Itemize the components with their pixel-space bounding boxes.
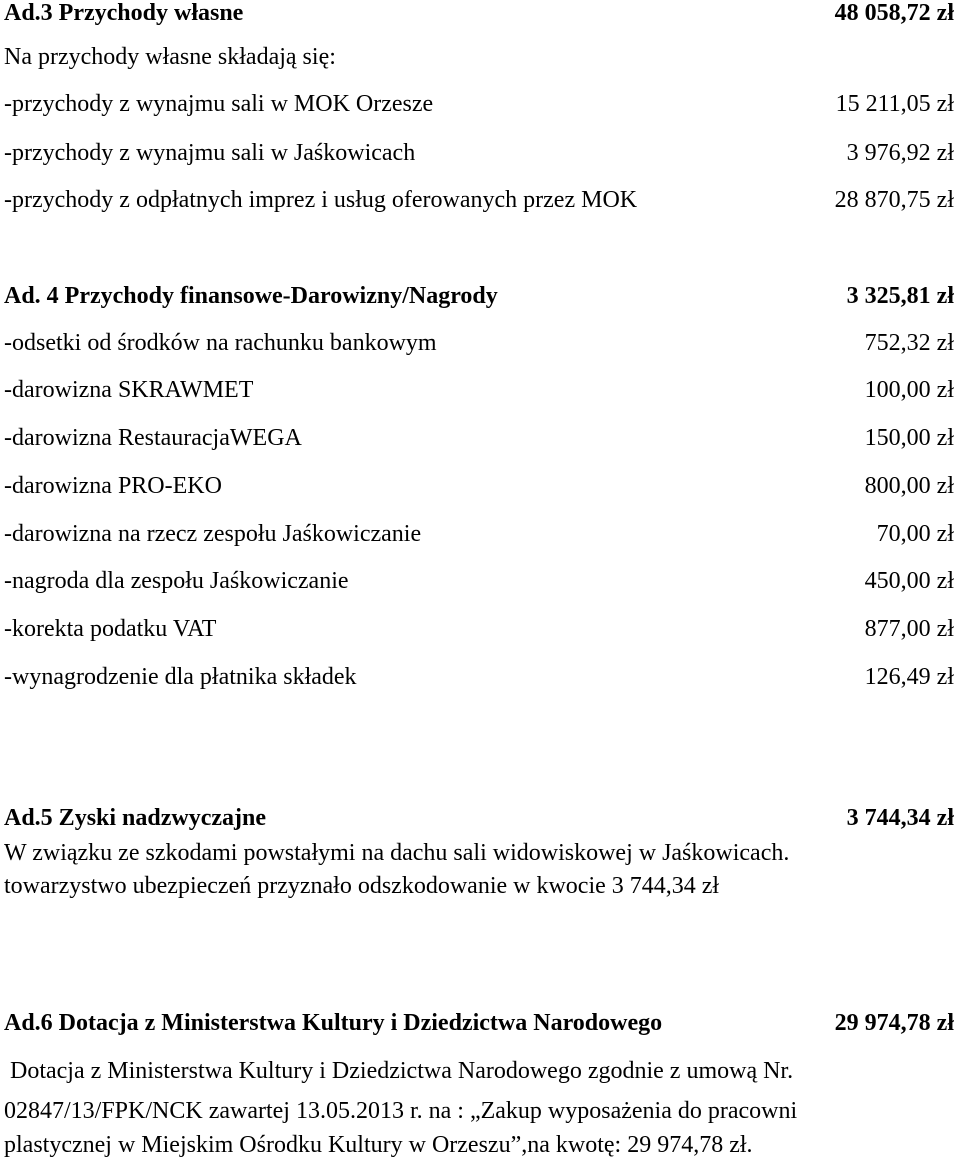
section6-paragraph-line [0,1051,960,1091]
section3-intro [0,37,960,77]
section4-row [0,561,960,601]
section4-row [0,514,960,554]
section6-total: 29 974,78 zł [834,1010,954,1036]
row-amount: 877,00 zł [864,616,954,642]
paragraph-text: towarzystwo ubezpieczeń przyznało odszkodowanie w kwocie 3 744,34 zł [4,873,720,899]
paragraph-text: Dotacja z Ministerstwa Kultury i Dziedzictwa Narodowego zgodnie z umową Nr. [10,1058,794,1084]
row-amount: 450,00 zł [864,568,954,594]
row-label: -wynagrodzenie dla płatnika składek [4,664,357,690]
row-label: -przychody z odpłatnych imprez i usług oferowanych przez MOK [4,187,638,213]
section4-title: Ad. 4 Przychody finansowe-Darowizny/Nagrody [4,283,498,309]
paragraph-text: 02847/13/FPK/NCK zawartej 13.05.2013 r. na : „Zakup wyposażenia do pracowni [4,1098,798,1124]
row-amount: 800,00 zł [864,473,954,499]
section4-total: 3 325,81 zł [846,283,954,309]
row-amount: 28 870,75 zł [834,187,954,213]
row-amount: 126,49 zł [864,664,954,690]
section6-paragraph-line [0,1125,960,1165]
row-amount: 70,00 zł [876,521,954,547]
section3-title: Ad.3 Przychody własne [4,0,244,26]
section4-row [0,418,960,458]
row-amount: 15 211,05 zł [835,91,954,117]
row-label: -korekta podatku VAT [4,616,217,642]
row-amount: 752,32 zł [864,330,954,356]
section3-intro-text: Na przychody własne składają się: [4,44,336,70]
section3-row [0,180,960,220]
row-amount: 150,00 zł [864,425,954,451]
section3-row [0,133,960,173]
section4-row [0,657,960,697]
row-label: -darowizna SKRAWMET [4,377,254,403]
row-amount: 100,00 zł [864,377,954,403]
row-label: -nagroda dla zespołu Jaśkowiczanie [4,568,349,594]
section5-total: 3 744,34 zł [846,805,954,831]
section4-row [0,370,960,410]
paragraph-text: plastycznej w Miejskim Ośrodku Kultury w Orzeszu”,na kwotę: 29 974,78 zł. [4,1132,753,1158]
row-label: -przychody z wynajmu sali w MOK Orzesze [4,91,434,117]
row-label: -darowizna PRO-EKO [4,473,222,499]
row-label: -przychody z wynajmu sali w Jaśkowicach [4,140,416,166]
section4-heading [0,276,960,316]
section3-heading [0,0,960,33]
paragraph-text: W związku ze szkodami powstałymi na dachu sali widowiskowej w Jaśkowicach. [4,840,790,866]
section3-row [0,84,960,124]
row-label: -darowizna na rzecz zespołu Jaśkowiczanie [4,521,422,547]
row-label: -darowizna RestauracjaWEGA [4,425,302,451]
section3-total: 48 058,72 zł [834,0,954,26]
section5-heading [0,798,960,838]
section4-row [0,466,960,506]
row-amount: 3 976,92 zł [846,140,954,166]
section5-paragraph-line [0,866,960,906]
section6-heading [0,1003,960,1043]
row-label: -odsetki od środków na rachunku bankowym [4,330,437,356]
section5-title: Ad.5 Zyski nadzwyczajne [4,805,267,831]
section4-row [0,609,960,649]
section6-title: Ad.6 Dotacja z Ministerstwa Kultury i Dziedzictwa Narodowego [4,1010,663,1036]
section4-row [0,323,960,363]
